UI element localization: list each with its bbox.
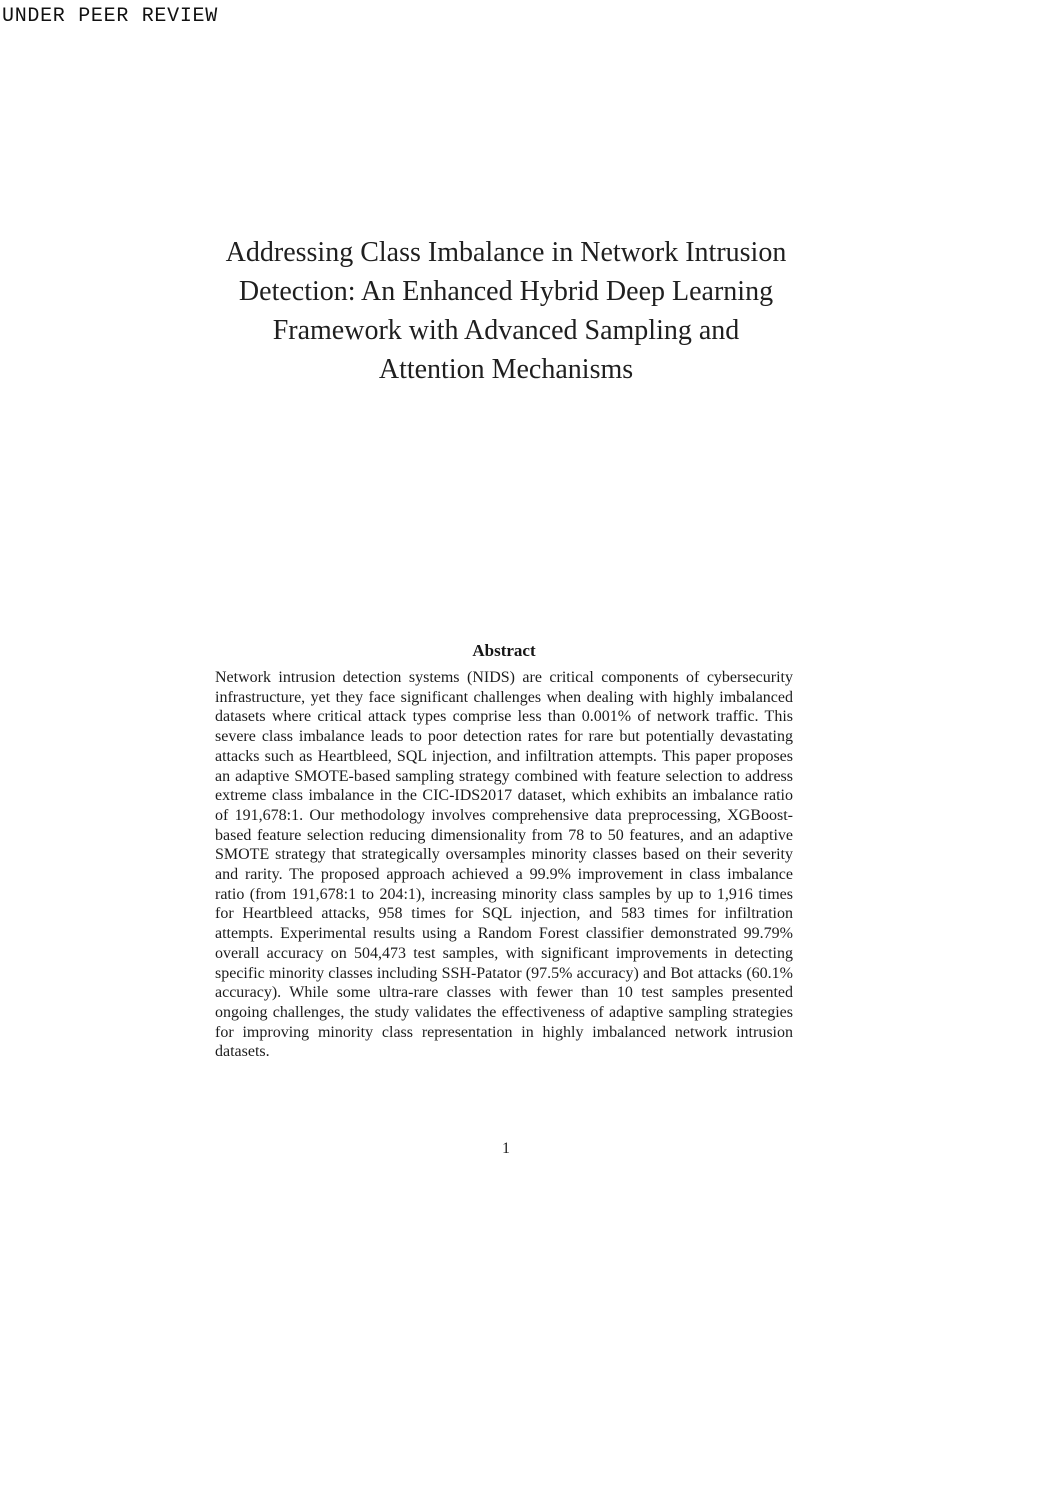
abstract-section [215, 641, 793, 1062]
paper-title-line: Detection: An Enhanced Hybrid Deep Learning [238, 276, 774, 307]
paper-title-line: Addressing Class Imbalance in Network Intrusion [225, 237, 787, 268]
paper-title-line: Framework with Advanced Sampling and [272, 315, 740, 346]
peer-review-watermark: UNDER PEER REVIEW [2, 5, 218, 28]
paper-title-line: Attention Mechanisms [378, 354, 634, 385]
abstract-heading: Abstract [472, 641, 536, 660]
paper-title [0, 233, 1012, 389]
abstract-body: Network intrusion detection systems (NIDS) are critical components of cybersecurity infrastructure, yet they face significant challenges when dealing with highly imbalanced datasets where critical attack types comprise less than 0.001% of network traffic. This severe class imbalance leads to poor detection rates for rare but potentially devastating attacks such as Heartbleed, SQL injection, and infiltration attempts. This paper proposes an adaptive SMOTE-based sampling strategy combined with feature selection to address extreme class imbalance in the CIC-IDS2017 dataset, which exhibits an imbalance ratio of 191,678:1. Our methodology involves comprehensive data preprocessing, XGBoost-based feature selection reducing dimensionality from 78 to 50 features, and an adaptive SMOTE strategy that strategically oversamples minority classes based on their severity and rarity. The proposed approach achieved a 99.9% improvement in class imbalance ratio (from 191,678:1 to 204:1), increasing minority class samples by up to 1,916 times for Heartbleed attacks, 958 times for SQL injection, and 583 times for infiltration attempts. Experimental results using a Random Forest classifier demonstrated 99.79% overall accuracy on 504,473 test samples, with significant improvements in detecting specific minority classes including SSH-Patator (97.5% accuracy) and Bot attacks (60.1% accuracy). While some ultra-rare classes with fewer than 10 test samples presented ongoing challenges, the study validates the effectiveness of adaptive sampling strategies for improving minority class representation in highly imbalanced network intrusion datasets. [215, 669, 793, 1061]
page-number: 1 [502, 1140, 510, 1157]
